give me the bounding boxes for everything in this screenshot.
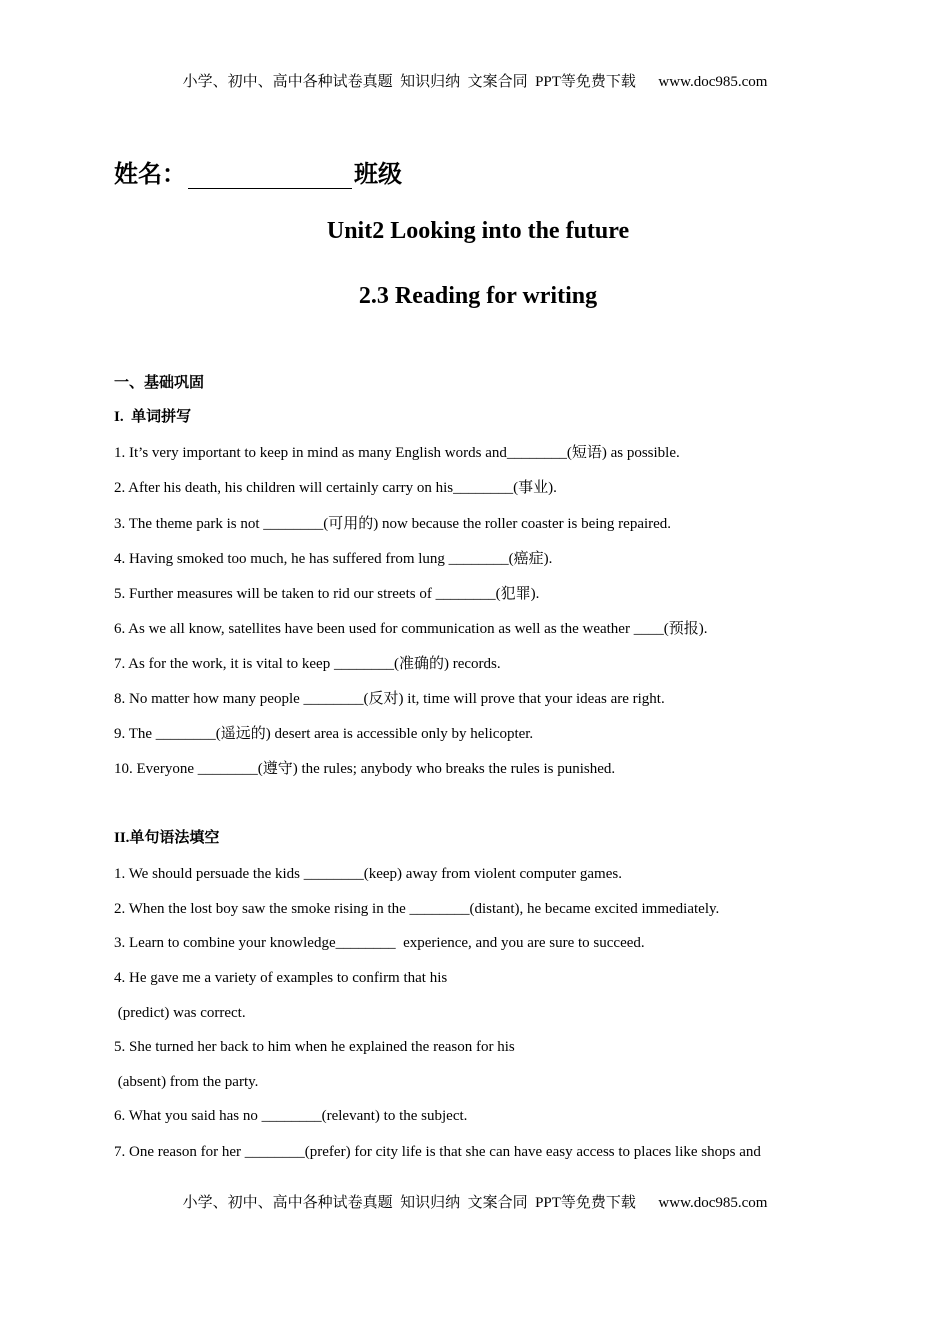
header-text: 小学、初中、高中各种试卷真题 知识归纳 文案合同 PPT等免费下载 <box>182 74 636 90</box>
list-item: 2. When the lost boy saw the smoke rising in the ________(distant), he became excited immediately. <box>114 901 720 917</box>
list-item: 5. Further measures will be taken to rid our streets of ________(犯罪). <box>114 586 540 602</box>
document-title: Unit2 Looking into the future <box>326 218 630 244</box>
section-heading: 一、基础巩固 <box>114 375 205 391</box>
name-class-line <box>114 154 402 189</box>
list-item: 6. As we all know, satellites have been used for communication as well as the weather ____(预报). <box>114 621 708 637</box>
list-item: (predict) was correct. <box>114 1005 246 1021</box>
list-item: 8. No matter how many people ________(反对) it, time will prove that your ideas are right. <box>114 691 665 707</box>
list-item: 5. She turned her back to him when he explained the reason for his <box>114 1039 515 1055</box>
page-header <box>0 70 950 91</box>
list-item: 10. Everyone ________(遵守) the rules; anybody who breaks the rules is punished. <box>114 761 616 777</box>
list-item: 9. The ________(遥远的) desert area is accessible only by helicopter. <box>114 726 534 742</box>
list-item: 1. It’s very important to keep in mind as many English words and________(短语) as possible. <box>114 445 680 461</box>
list-item: 7. As for the work, it is vital to keep ________(准确的) records. <box>114 656 501 672</box>
list-item: 3. The theme park is not ________(可用的) now because the roller coaster is being repaired. <box>114 516 672 532</box>
footer-text: 小学、初中、高中各种试卷真题 知识归纳 文案合同 PPT等免费下载 <box>182 1195 636 1211</box>
footer-site: www.doc985.com <box>658 1195 768 1211</box>
list-item: 4. He gave me a variety of examples to confirm that his <box>114 970 448 986</box>
header-site: www.doc985.com <box>658 74 768 90</box>
list-item: 7. One reason for her ________(prefer) for city life is that she can have easy access to places like shops and <box>114 1144 761 1160</box>
list-item: 1. We should persuade the kids ________(keep) away from violent computer games. <box>114 866 622 882</box>
name-blank <box>188 166 352 189</box>
part2-heading: II.单句语法填空 <box>114 830 220 846</box>
name-label: 姓名： <box>114 162 186 188</box>
list-item: (absent) from the party. <box>114 1074 259 1090</box>
class-label: 班级 <box>354 162 402 188</box>
list-item: 6. What you said has no ________(relevant) to the subject. <box>114 1108 468 1124</box>
list-item: 4. Having smoked too much, he has suffered from lung ________(癌症). <box>114 551 553 567</box>
part1-heading: I. 单词拼写 <box>114 409 192 425</box>
list-item: 3. Learn to combine your knowledge________ experience, and you are sure to succeed. <box>114 935 645 951</box>
document-subtitle: 2.3 Reading for writing <box>358 283 598 309</box>
list-item: 2. After his death, his children will certainly carry on his________(事业). <box>114 480 557 496</box>
page-footer <box>0 1191 950 1212</box>
